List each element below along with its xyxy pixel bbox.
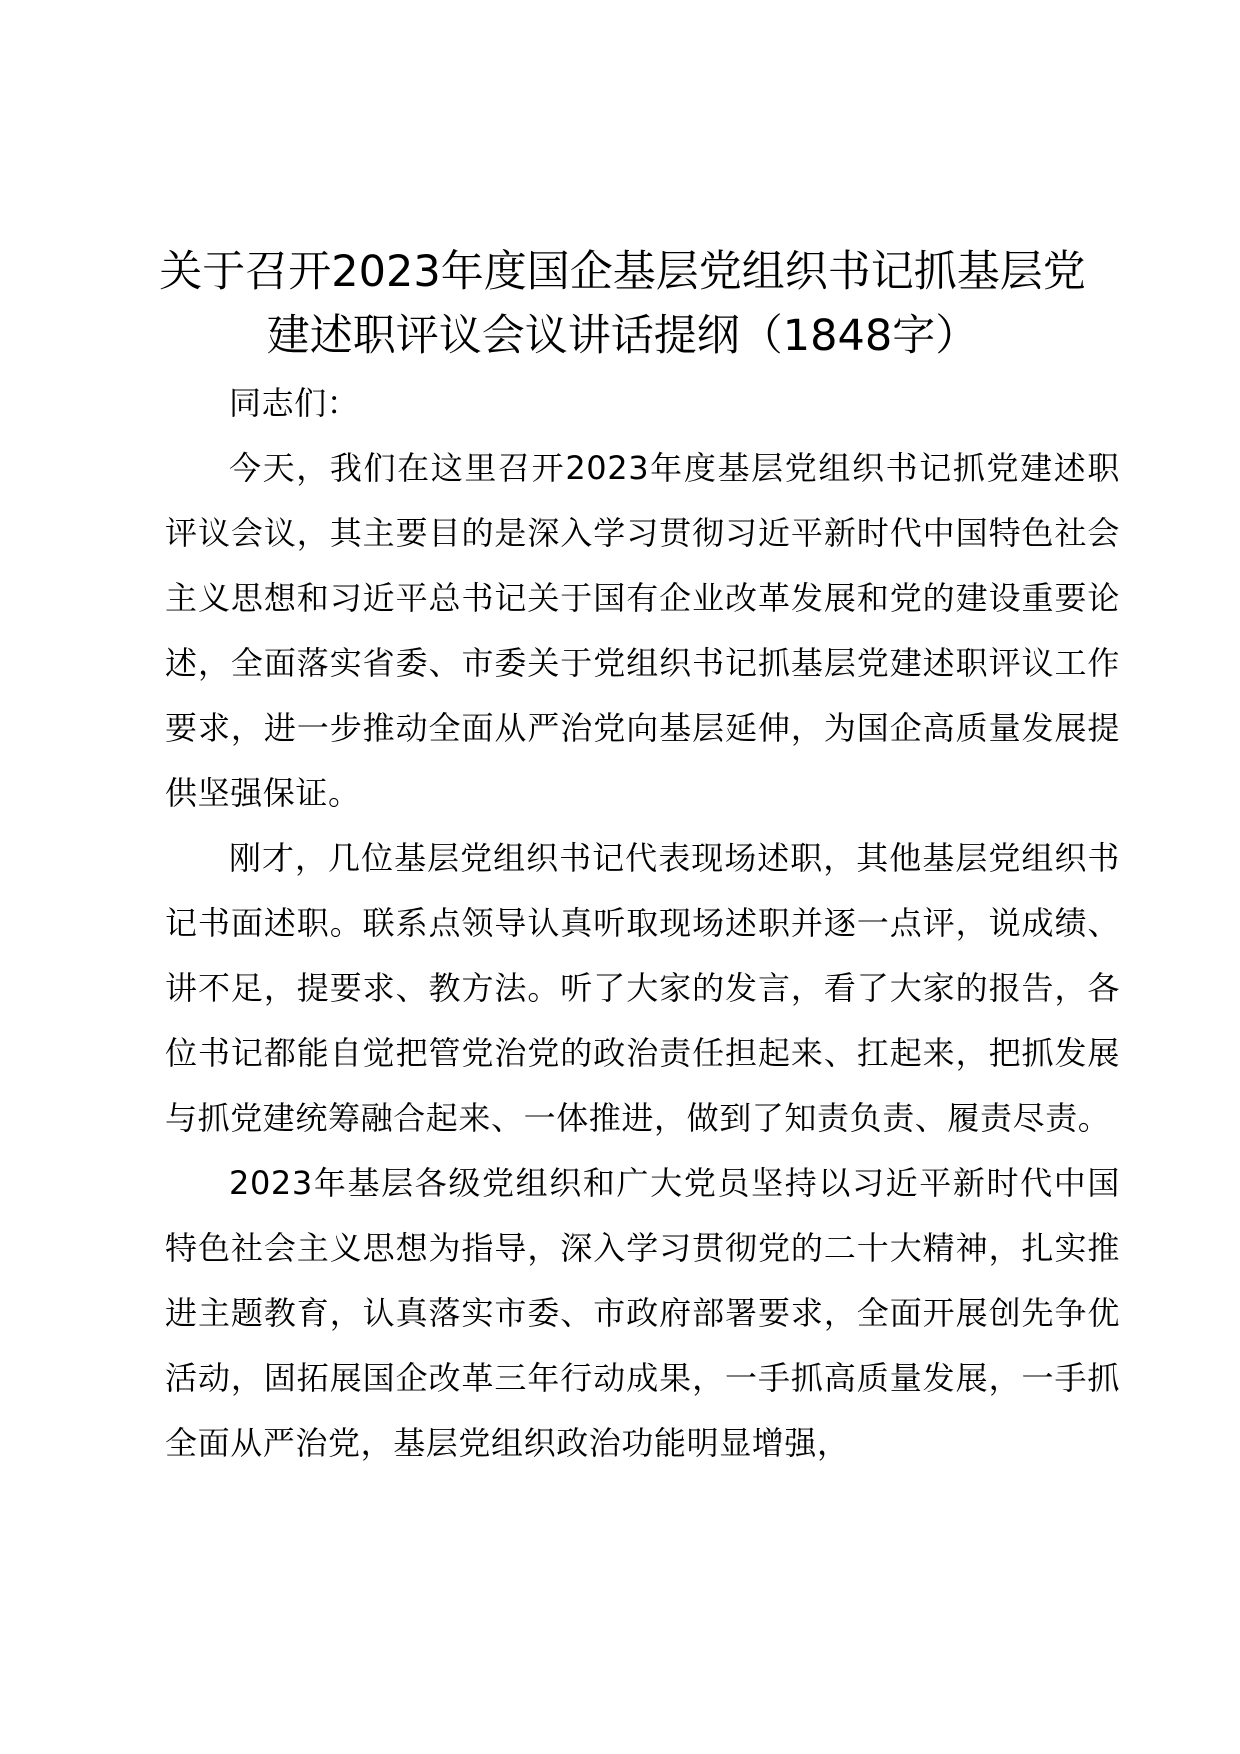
paragraph-1: 今天，我们在这里召开2023年度基层党组织书记抓党建述职评议会议，其主要目的是深入学习贯彻习近平新时代中国特色社会主义思想和习近平总书记关于国有企业改革发展和党的建设重要论述，全面落实省委、市委关于党组织书记抓基层党建述职评议工作要求，进一步推动全面从严治党向基层延伸，为国企高质量发展提供坚强保证。	[165, 449, 1120, 812]
greeting: 同志们：	[229, 384, 360, 422]
paragraph-2: 刚才，几位基层党组织书记代表现场述职，其他基层党组织书记书面述职。联系点领导认真听取现场述职并逐一点评，说成绩、讲不足，提要求、教方法。听了大家的发言，看了大家的报告，各位书记都能自觉把管党治党的政治责任担起来、扛起来，把抓发展与抓党建统筹融合起来、一体推进，做到了知责负责、履责尽责。	[165, 839, 1120, 1137]
document-title: 关于召开2023年度国企基层党组织书记抓基层党建述职评议会议讲话提纲（1848字）	[159, 247, 1086, 361]
paragraph-3: 2023年基层各级党组织和广大党员坚持以习近平新时代中国特色社会主义思想为指导，深入学习贯彻党的二十大精神，扎实推进主题教育，认真落实市委、市政府部署要求，全面开展创先争优活动，固拓展国企改革三年行动成果，一手抓高质量发展，一手抓全面从严治党，基层党组织政治功能明显增强，	[165, 1164, 1120, 1462]
document-body	[165, 371, 1120, 1476]
